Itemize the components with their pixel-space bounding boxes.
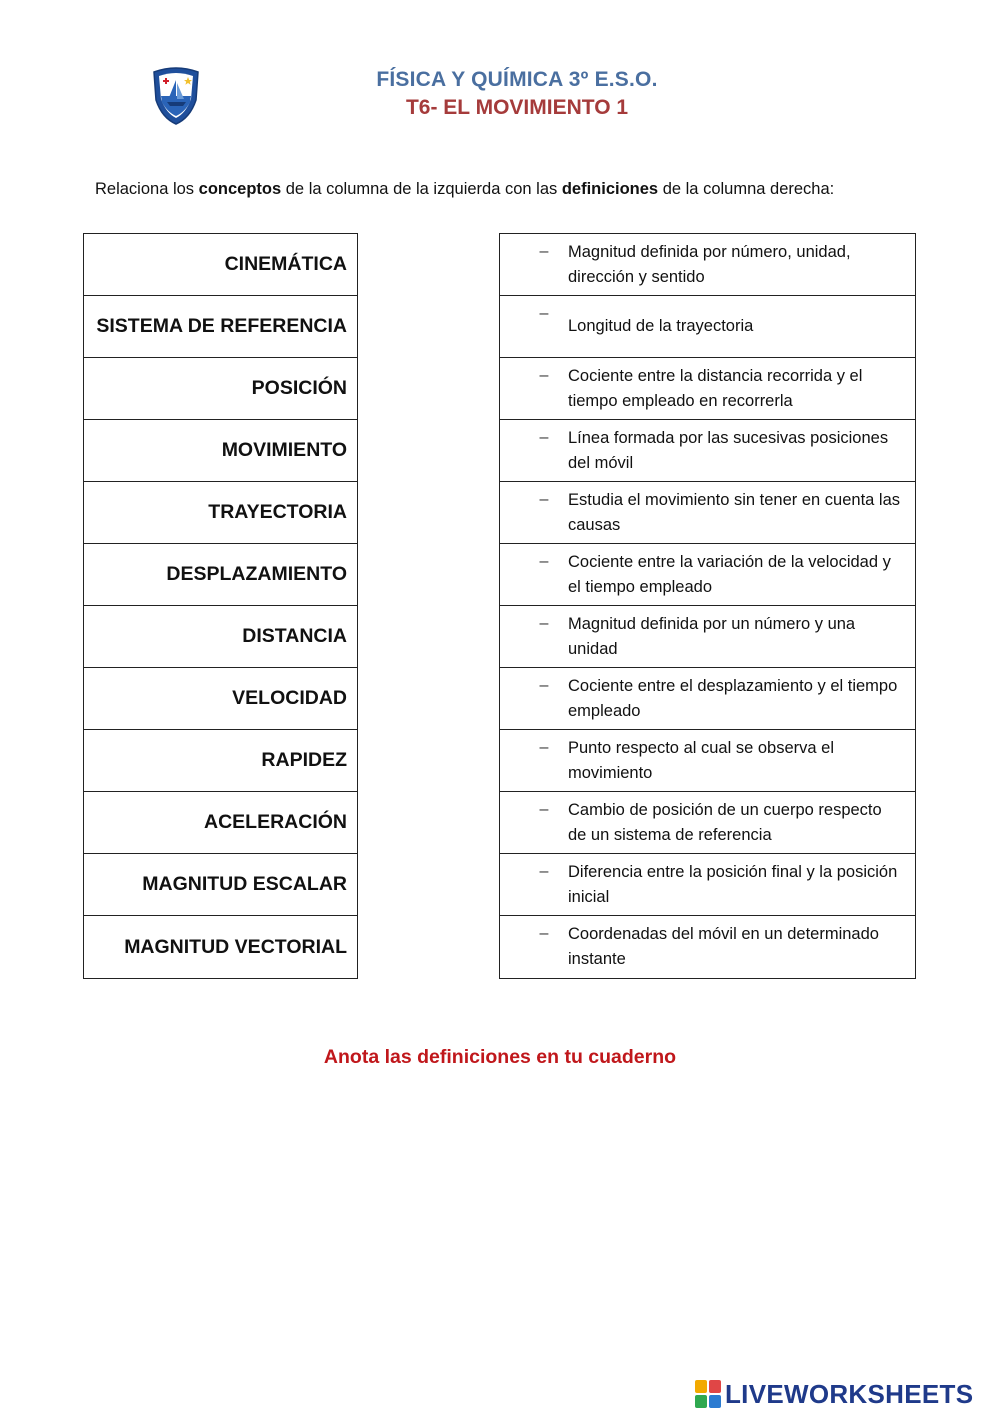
concept-item[interactable]: DESPLAZAMIENTO	[84, 544, 357, 606]
concept-item[interactable]: POSICIÓN	[84, 358, 357, 420]
definitions-column	[499, 233, 916, 979]
concept-item[interactable]: RAPIDEZ	[84, 730, 357, 792]
dash-bullet: –	[539, 491, 549, 508]
instructions-text-2: de la columna de la izquierda con las	[281, 180, 562, 198]
concept-item[interactable]: TRAYECTORIA	[84, 482, 357, 544]
definition-item[interactable]	[500, 606, 915, 668]
definition-text: Cociente entre el desplazamiento y el tiempo empleado	[568, 676, 898, 720]
definition-item[interactable]	[500, 916, 915, 979]
dash-bullet: –	[539, 739, 549, 756]
definition-text: Punto respecto al cual se observa el movimiento	[568, 738, 834, 782]
worksheet-subject-title: FÍSICA Y QUÍMICA 3º E.S.O.	[376, 68, 658, 91]
concept-item[interactable]: MAGNITUD ESCALAR	[84, 854, 357, 916]
dash-bullet: –	[539, 305, 549, 322]
definition-text: Cociente entre la variación de la velocidad y el tiempo empleado	[568, 552, 891, 596]
concept-item[interactable]: SISTEMA DE REFERENCIA	[84, 296, 357, 358]
definition-text: Cambio de posición de un cuerpo respecto de un sistema de referencia	[568, 800, 882, 844]
instructions-bold-definitions: definiciones	[561, 180, 659, 198]
definition-item[interactable]	[500, 482, 915, 544]
instructions-text-1: Relaciona los	[95, 180, 199, 198]
definition-item[interactable]	[500, 730, 915, 792]
dash-bullet: –	[539, 367, 549, 384]
concepts-column	[83, 233, 358, 979]
definition-text: Coordenadas del móvil en un determinado instante	[568, 925, 879, 968]
dash-bullet: –	[539, 801, 549, 818]
definition-text: Diferencia entre la posición final y la posición inicial	[568, 862, 898, 906]
concept-item[interactable]: MOVIMIENTO	[84, 420, 357, 482]
definition-text: Estudia el movimiento sin tener en cuenta las causas	[568, 490, 901, 534]
definition-item[interactable]	[500, 420, 915, 482]
definition-item[interactable]	[500, 792, 915, 854]
dash-bullet: –	[539, 429, 549, 446]
liveworksheets-icon	[695, 1380, 721, 1408]
definition-item[interactable]	[500, 854, 915, 916]
dash-bullet: –	[539, 863, 549, 880]
liveworksheets-brand[interactable]	[695, 1377, 973, 1411]
concept-item[interactable]: DISTANCIA	[84, 606, 357, 668]
dash-bullet: –	[539, 553, 549, 570]
dash-bullet: –	[539, 925, 549, 942]
concept-item[interactable]: MAGNITUD VECTORIAL	[84, 916, 357, 979]
definition-item[interactable]	[500, 296, 915, 358]
footer-note: Anota las definiciones en tu cuaderno	[323, 1046, 677, 1068]
worksheet-unit-title: T6- EL MOVIMIENTO 1	[405, 96, 629, 119]
definition-text: Línea formada por las sucesivas posiciones del móvil	[568, 428, 889, 472]
definition-text: Magnitud definida por número, unidad, dirección y sentido	[568, 242, 851, 286]
concept-item[interactable]: VELOCIDAD	[84, 668, 357, 730]
concept-item[interactable]: ACELERACIÓN	[84, 792, 357, 854]
instructions	[95, 180, 955, 199]
liveworksheets-wordmark: LIVEWORKSHEETS	[725, 1378, 974, 1409]
definition-item[interactable]	[500, 234, 915, 296]
instructions-bold-concepts: conceptos	[198, 180, 282, 198]
definition-text: Cociente entre la distancia recorrida y el tiempo empleado en recorrerla	[568, 366, 863, 410]
dash-bullet: –	[539, 243, 549, 260]
concept-item[interactable]: CINEMÁTICA	[84, 234, 357, 296]
dash-bullet: –	[539, 615, 549, 632]
definition-item[interactable]	[500, 358, 915, 420]
definition-text: Longitud de la trayectoria	[568, 317, 754, 335]
instructions-text-3: de la columna derecha:	[658, 180, 835, 198]
definition-item[interactable]	[500, 544, 915, 606]
definition-text: Magnitud definida por un número y una unidad	[568, 614, 856, 658]
dash-bullet: –	[539, 677, 549, 694]
definition-item[interactable]	[500, 668, 915, 730]
